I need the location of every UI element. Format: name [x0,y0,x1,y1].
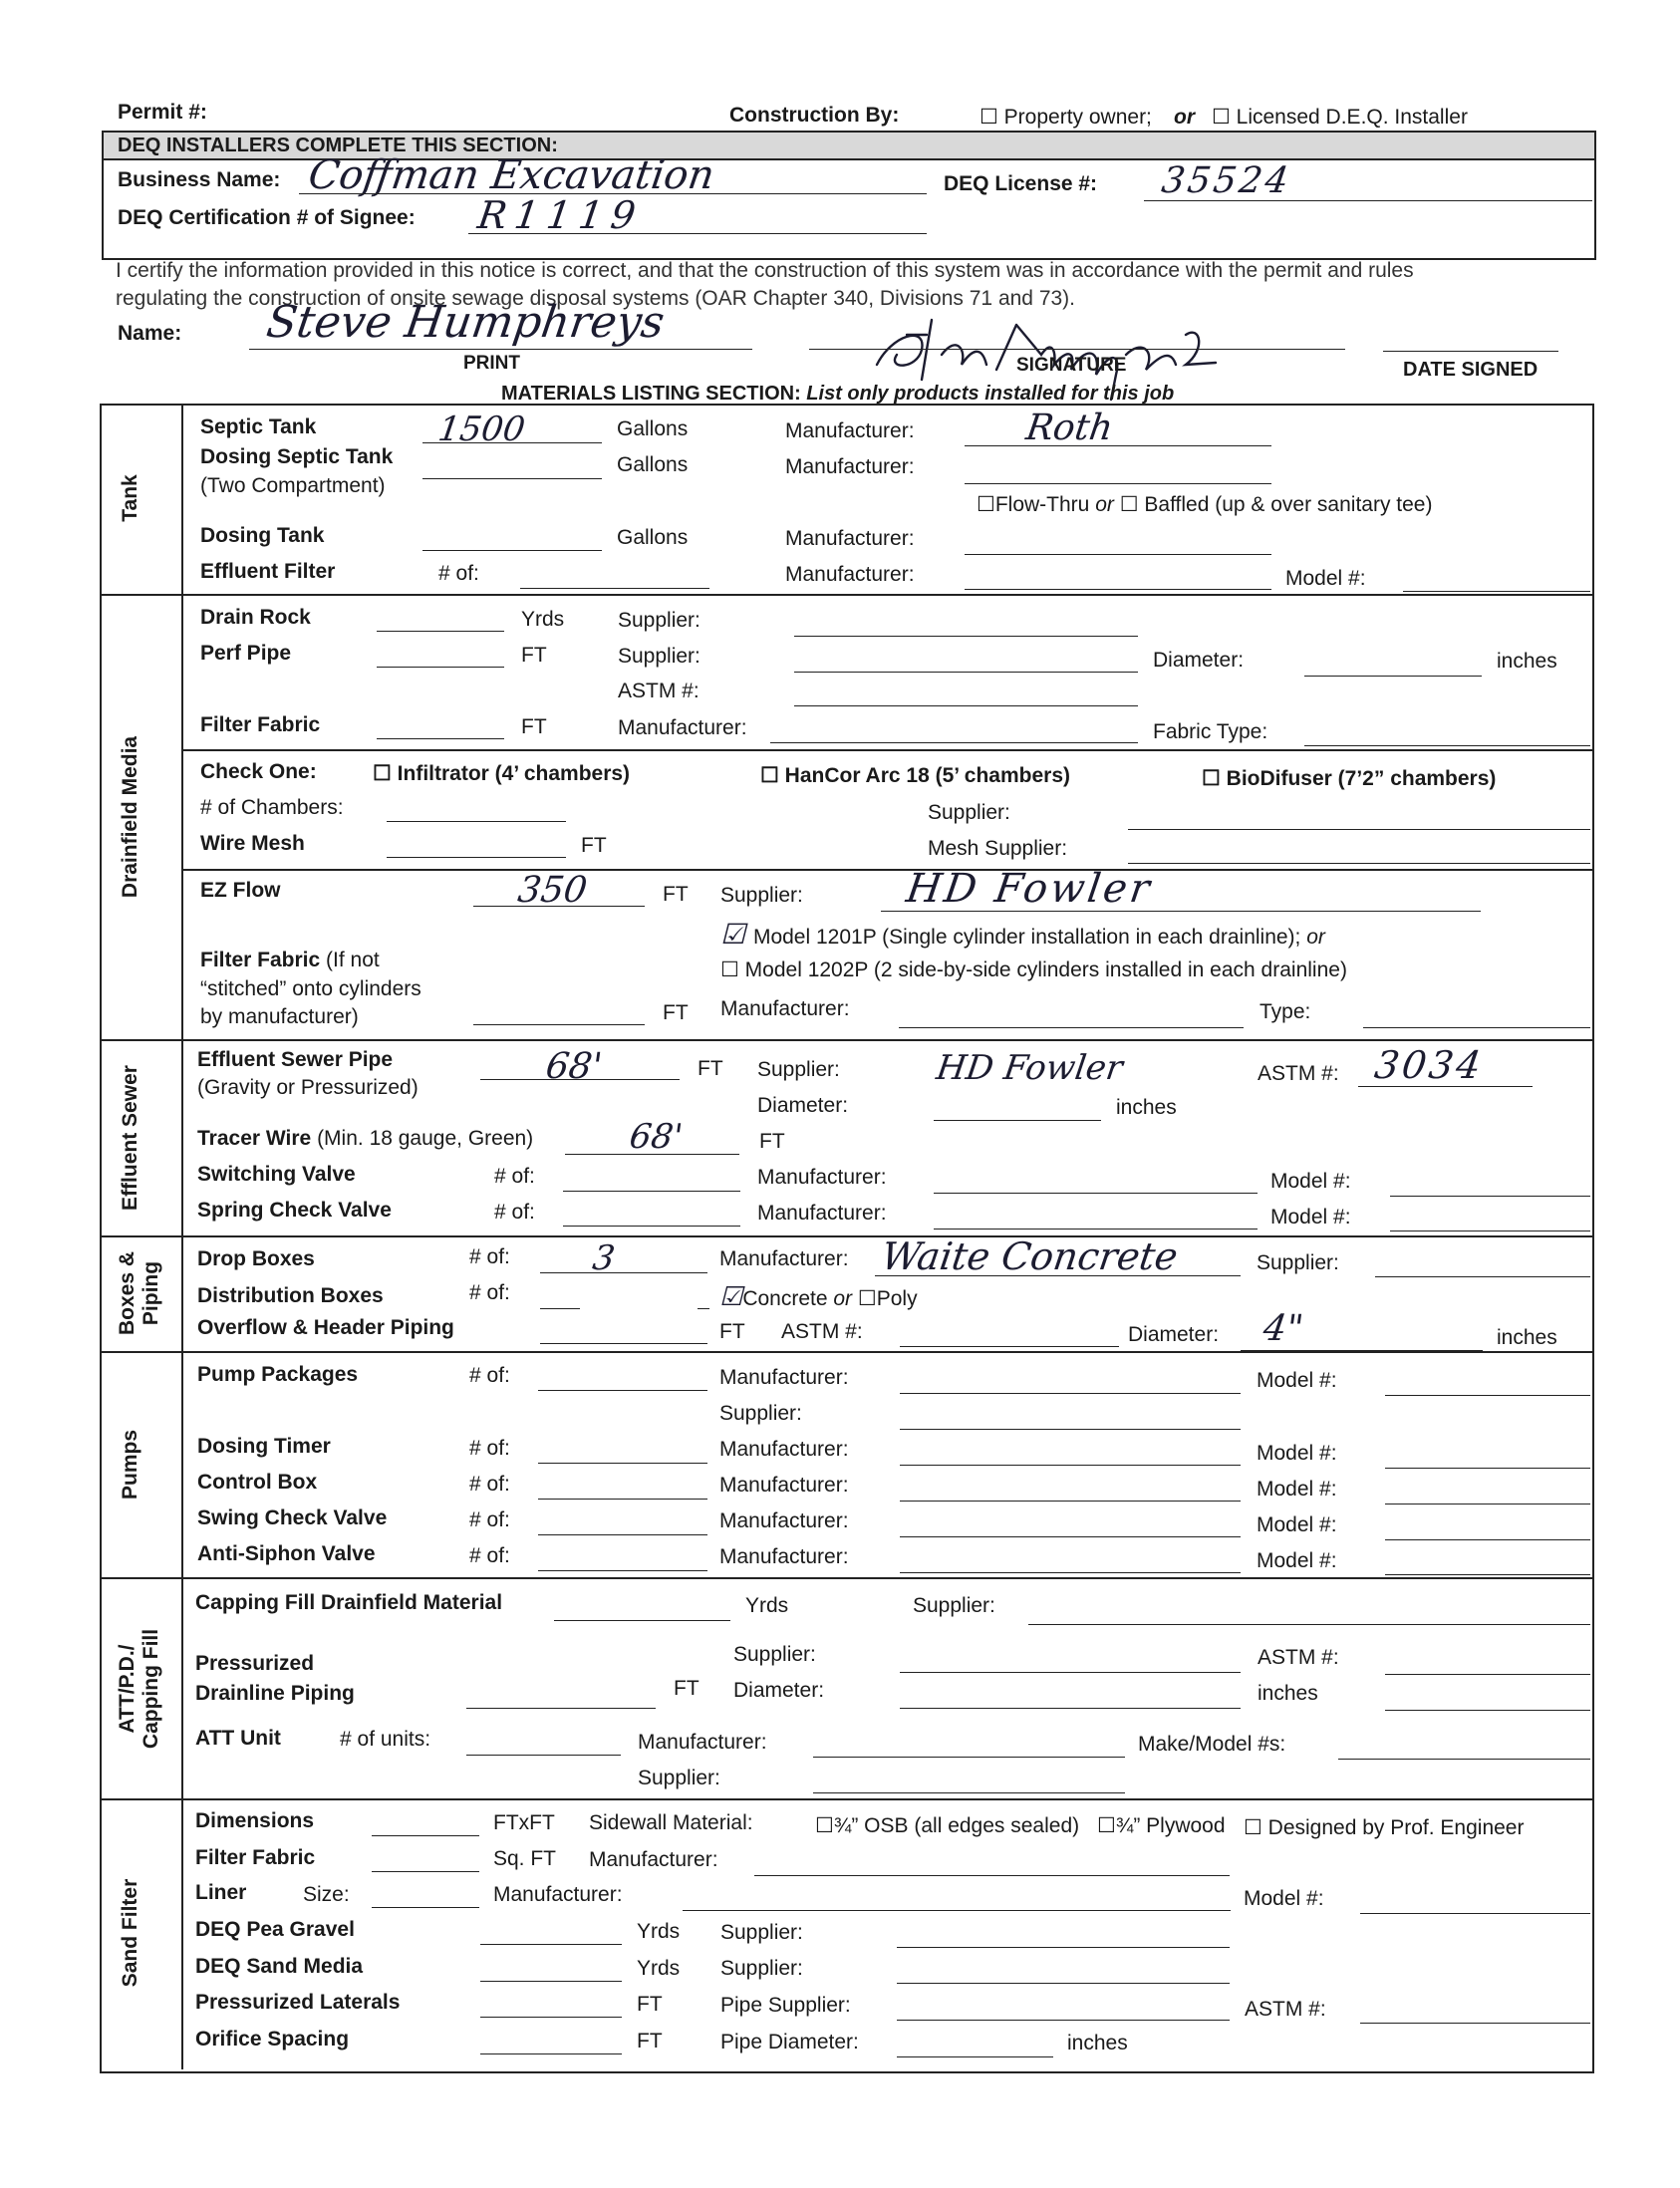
pressurized-astm-label: ASTM #: [1258,1646,1339,1669]
sidewall-osb-checkbox[interactable]: ☐¾” OSB (all edges sealed) [815,1814,1080,1837]
concrete-text: Concrete [742,1287,828,1310]
box-material-options [719,1284,918,1310]
distribution-boxes-num-label: # of: [469,1281,510,1304]
perf-pipe-diameter-label: Diameter: [1153,649,1245,672]
ez-filter-manufacturer-label: Manufacturer: [720,997,850,1020]
filter-fabric-ft-label: FT [521,715,547,738]
installers-section-title: DEQ INSTALLERS COMPLETE THIS SECTION: [118,135,558,156]
drain-rock-yrds-label: Yrds [521,608,565,631]
liner-manufacturer-label: Manufacturer: [493,1883,623,1906]
drop-boxes-manufacturer-label: Manufacturer: [719,1247,849,1270]
tracer-wire-ft-value[interactable]: 68' [627,1117,686,1157]
drain-rock-label: Drain Rock [200,606,311,629]
perf-pipe-ft-label: FT [521,644,547,667]
spring-check-model-label: Model #: [1270,1206,1351,1229]
laterals-pipe-supplier-label: Pipe Supplier: [720,1994,851,2017]
ez-flow-supplier-label: Supplier: [720,884,803,907]
effluent-filter-num-label: # of: [438,562,479,585]
num-chambers-label: # of Chambers: [200,796,344,819]
ez-filter-fabric-note-3: by manufacturer) [200,1005,359,1028]
pump-num-label: # of: [469,1437,510,1460]
pump-num-label: # of: [469,1473,510,1496]
or-text: or [833,1287,853,1310]
septic-tank-label: Septic Tank [200,415,317,438]
biodifuser-checkbox[interactable]: ☐ BioDifuser (7’2” chambers) [1202,767,1497,790]
pump-supplier-label: Supplier: [719,1402,802,1425]
orifice-ft-label: FT [637,2030,663,2052]
materials-title [501,384,1174,404]
section-tank: Tank [118,474,141,522]
business-name-label: Business Name: [118,168,281,191]
sand-filter-fabric-label: Filter Fabric [195,1846,316,1869]
date-signed-label: DATE SIGNED [1403,359,1539,381]
effluent-pipe-ft-label: FT [698,1057,723,1080]
overflow-astm-label: ASTM #: [781,1320,863,1343]
pressurized-laterals-label: Pressurized Laterals [195,1991,401,2014]
tracer-wire-label [197,1128,533,1149]
section-drainfield-media: Drainfield Media [118,735,141,899]
sidewall-plywood-checkbox[interactable]: ☐¾” Plywood [1097,1814,1226,1837]
pump-manufacturer-label: Manufacturer: [719,1545,849,1568]
baffled-checkbox[interactable]: ☐ Baffled (up & over sanitary tee) [1119,493,1433,516]
switching-valve-model-label: Model #: [1270,1170,1351,1193]
name-label: Name: [118,322,182,345]
effluent-pipe-diameter-label: Diameter: [757,1094,849,1117]
dosing-tank-label: Dosing Tank [200,524,325,547]
drop-boxes-supplier-label: Supplier: [1257,1251,1339,1274]
sand-media-supplier-label: Supplier: [720,1957,803,1980]
pump-item-2: Control Box [197,1471,318,1494]
licensed-installer-checkbox[interactable]: ☐ Licensed D.E.Q. Installer [1212,106,1468,129]
or-text: or [1174,106,1195,129]
or-text: or [1306,926,1325,949]
effluent-pipe-note: (Gravity or Pressurized) [197,1076,419,1099]
ez-filter-fabric-ft-label: FT [663,1001,689,1024]
materials-note: List only products installed for this job [806,383,1175,405]
pea-gravel-yrds-label: Yrds [637,1920,681,1943]
pump-item-0: Pump Packages [197,1363,359,1386]
pressurized-supplier-label: Supplier: [733,1643,816,1666]
distribution-boxes-label: Distribution Boxes [197,1284,384,1307]
section-sand-filter: Sand Filter [118,1878,141,1988]
overflow-inches-label: inches [1497,1326,1557,1349]
orifice-inches-label: inches [1067,2032,1128,2054]
permit-label: Permit #: [118,101,207,124]
section-boxes-piping [116,1251,163,1335]
septic-manufacturer-label: Manufacturer: [785,419,915,442]
pump-item-3: Swing Check Valve [197,1506,388,1529]
wire-mesh-label: Wire Mesh [200,832,305,855]
pump-model-label: Model #: [1257,1478,1337,1501]
wire-mesh-ft-label: FT [581,834,607,857]
ez-filter-fabric-label [200,950,380,970]
pump-model-label: Model #: [1257,1369,1337,1392]
ez-flow-supplier-value[interactable]: HD Fowler [903,866,1156,912]
ez-flow-label: EZ Flow [200,879,281,902]
drainline-ft-label: FT [674,1677,700,1700]
print-label: PRINT [463,353,520,374]
drainline-piping-label: Drainline Piping [195,1682,355,1705]
pump-num-label: # of: [469,1364,510,1387]
section-capping-label-1: ATT/P.D./ [115,1644,139,1734]
overflow-ft-label: FT [719,1320,745,1343]
pump-model-label: Model #: [1257,1442,1337,1465]
deq-license-label: DEQ License #: [944,172,1098,195]
pump-item-1: Dosing Timer [197,1435,331,1458]
model-1201-check[interactable]: ☑ [720,918,746,951]
drainline-inches-label: inches [1258,1682,1318,1705]
model-1201-text: Model 1201P (Single cylinder installation in each drainline); [752,926,1301,949]
septic-tank-manufacturer[interactable]: Roth [1023,408,1116,448]
effluent-pipe-astm-value[interactable]: 3034 [1371,1043,1487,1087]
signature-label: SIGNATURE [1016,355,1127,376]
spring-check-label: Spring Check Valve [197,1199,392,1222]
switching-valve-manufacturer-label: Manufacturer: [757,1166,887,1189]
certification-value[interactable]: R1119 [474,193,647,237]
drop-boxes-count[interactable]: 3 [590,1238,618,1278]
section-effluent-sewer: Effluent Sewer [118,1065,141,1211]
tracer-wire-title: Tracer Wire [197,1127,312,1150]
att-manufacturer-label: Manufacturer: [638,1731,767,1754]
prof-engineer-checkbox[interactable]: ☐ Designed by Prof. Engineer [1244,1816,1525,1839]
att-unit-label: ATT Unit [195,1727,281,1750]
drainline-diameter-label: Diameter: [733,1679,825,1702]
filter-fabric-label: Filter Fabric [200,713,321,736]
gallons-label: Gallons [617,417,689,440]
effluent-pipe-label: Effluent Sewer Pipe [197,1048,394,1071]
tracer-wire-ft-label: FT [759,1130,785,1153]
perf-pipe-inches-label: inches [1497,650,1557,673]
sand-filter-sqft-label: Sq. FT [493,1847,557,1870]
dosing-septic-manufacturer-label: Manufacturer: [785,455,915,478]
laterals-ft-label: FT [637,1993,663,2016]
gallons-label: Gallons [617,526,689,549]
ez-filter-type-label: Type: [1260,1000,1311,1023]
section-boxes-label-2: Piping [140,1260,162,1326]
sand-media-label: DEQ Sand Media [195,1955,364,1978]
att-supplier-label: Supplier: [638,1767,720,1789]
liner-size-label: Size: [303,1883,350,1906]
deq-license-value[interactable]: 35524 [1159,160,1294,201]
pea-gravel-supplier-label: Supplier: [720,1921,803,1944]
pump-model-label: Model #: [1257,1549,1337,1572]
flow-thru-checkbox[interactable]: ☐Flow-Thru [977,493,1090,516]
section-capping-fill [116,1629,163,1749]
dimensions-ftxft-label: FTxFT [493,1811,555,1834]
perf-pipe-astm-label: ASTM #: [618,680,700,702]
pump-manufacturer-label: Manufacturer: [719,1438,849,1461]
spring-check-num-label: # of: [494,1201,535,1224]
sand-filter-fabric-manufacturer-label: Manufacturer: [589,1848,718,1871]
perf-pipe-label: Perf Pipe [200,642,292,665]
septic-tank-gallons[interactable]: 1500 [435,410,528,449]
concrete-check[interactable]: ☑ [719,1282,743,1312]
att-num-units-label: # of units: [340,1728,431,1751]
fabric-type-label: Fabric Type: [1153,720,1268,743]
capping-fill-label: Capping Fill Drainfield Material [195,1591,503,1614]
perf-pipe-supplier-label: Supplier: [618,645,700,668]
switching-valve-num-label: # of: [494,1165,535,1188]
check-one-label: Check One: [200,760,317,783]
effluent-pipe-supplier-label: Supplier: [757,1058,840,1081]
effluent-filter-label: Effluent Filter [200,560,336,583]
liner-label: Liner [195,1881,247,1904]
poly-checkbox[interactable]: ☐Poly [857,1287,918,1310]
model-1201-option [720,918,1325,951]
materials-title-text: MATERIALS LISTING SECTION: [501,383,801,405]
orifice-spacing-label: Orifice Spacing [195,2028,350,2051]
sidewall-material-label: Sidewall Material: [589,1811,753,1834]
certification-label: DEQ Certification # of Signee: [118,206,416,229]
laterals-astm-label: ASTM #: [1245,1998,1326,2021]
effluent-pipe-astm-label: ASTM #: [1258,1062,1339,1085]
section-capping-label-2: Capping Fill [140,1628,162,1750]
mesh-supplier-label: Mesh Supplier: [928,837,1068,860]
drop-boxes-num-label: # of: [469,1245,510,1268]
liner-model-label: Model #: [1244,1887,1324,1910]
property-owner-checkbox[interactable]: ☐ Property owner; [980,106,1152,129]
certify-line-2: regulating the construction of onsite sewage disposal systems (OAR Chapter 340, Divisions 71 and 73). [116,287,1076,310]
sand-media-yrds-label: Yrds [637,1957,681,1980]
pump-item-4: Anti-Siphon Valve [197,1542,376,1565]
tracer-wire-note: (Min. 18 gauge, Green) [317,1127,534,1150]
capping-fill-yrds-label: Yrds [745,1594,789,1617]
ez-filter-fabric-note-2: “stitched” onto cylinders [200,977,421,1000]
dosing-septic-tank-label: Dosing Septic Tank [200,445,394,468]
hancor-checkbox[interactable]: ☐ HanCor Arc 18 (5’ chambers) [760,764,1070,787]
ez-filter-fabric-title: Filter Fabric [200,949,321,971]
pressurized-label: Pressurized [195,1652,315,1675]
spring-check-manufacturer-label: Manufacturer: [757,1202,887,1225]
pea-gravel-label: DEQ Pea Gravel [195,1918,355,1941]
section-pumps: Pumps [118,1429,141,1501]
model-1202-checkbox[interactable]: ☐ Model 1202P (2 side-by-side cylinders installed in each drainline) [720,958,1347,981]
name-print-value[interactable]: Steve Humphreys [263,297,668,348]
or-text: or [1095,493,1114,516]
effluent-pipe-inches-label: inches [1116,1096,1177,1119]
effluent-filter-manufacturer-label: Manufacturer: [785,563,915,586]
baffle-options [977,494,1432,515]
section-boxes-label-1: Boxes & [115,1250,139,1336]
drain-rock-supplier-label: Supplier: [618,609,700,632]
pump-num-label: # of: [469,1508,510,1531]
pump-model-label: Model #: [1257,1513,1337,1536]
construction-by-label: Construction By: [729,104,900,127]
overflow-diameter-value[interactable]: 4" [1260,1308,1306,1349]
pump-manufacturer-label: Manufacturer: [719,1366,849,1389]
att-make-model-label: Make/Model #s: [1138,1733,1286,1756]
effluent-pipe-supplier-value[interactable]: HD Fowler [934,1048,1126,1088]
ez-flow-ft-label: FT [663,883,689,906]
switching-valve-label: Switching Valve [197,1163,356,1186]
business-name-value[interactable]: Coffman Excavation [305,152,717,198]
filter-fabric-manufacturer-label: Manufacturer: [618,716,747,739]
effluent-pipe-ft-value[interactable]: 68' [543,1046,605,1087]
pump-manufacturer-label: Manufacturer: [719,1474,849,1497]
ez-filter-fabric-note: (If not [326,949,380,971]
chambers-supplier-label: Supplier: [928,801,1010,824]
orifice-pipe-diameter-label: Pipe Diameter: [720,2031,859,2053]
certify-line-1: I certify the information provided in this notice is correct, and that the construction of this system was in accordance with the permit and rules [116,259,1414,282]
overflow-header-label: Overflow & Header Piping [197,1316,454,1339]
pump-manufacturer-label: Manufacturer: [719,1509,849,1532]
two-compartment-label: (Two Compartment) [200,474,386,497]
capping-fill-supplier-label: Supplier: [913,1594,995,1617]
drop-boxes-manufacturer-value[interactable]: Waite Concrete [878,1234,1181,1278]
ez-flow-ft-value[interactable]: 350 [515,870,590,911]
effluent-filter-model-label: Model #: [1285,567,1366,590]
drop-boxes-label: Drop Boxes [197,1247,315,1270]
dosing-tank-manufacturer-label: Manufacturer: [785,527,915,550]
infiltrator-checkbox[interactable]: ☐ Infiltrator (4’ chambers) [373,762,631,785]
pump-num-label: # of: [469,1544,510,1567]
overflow-diameter-label: Diameter: [1128,1323,1220,1346]
dimensions-label: Dimensions [195,1809,315,1832]
gallons-label: Gallons [617,453,689,476]
